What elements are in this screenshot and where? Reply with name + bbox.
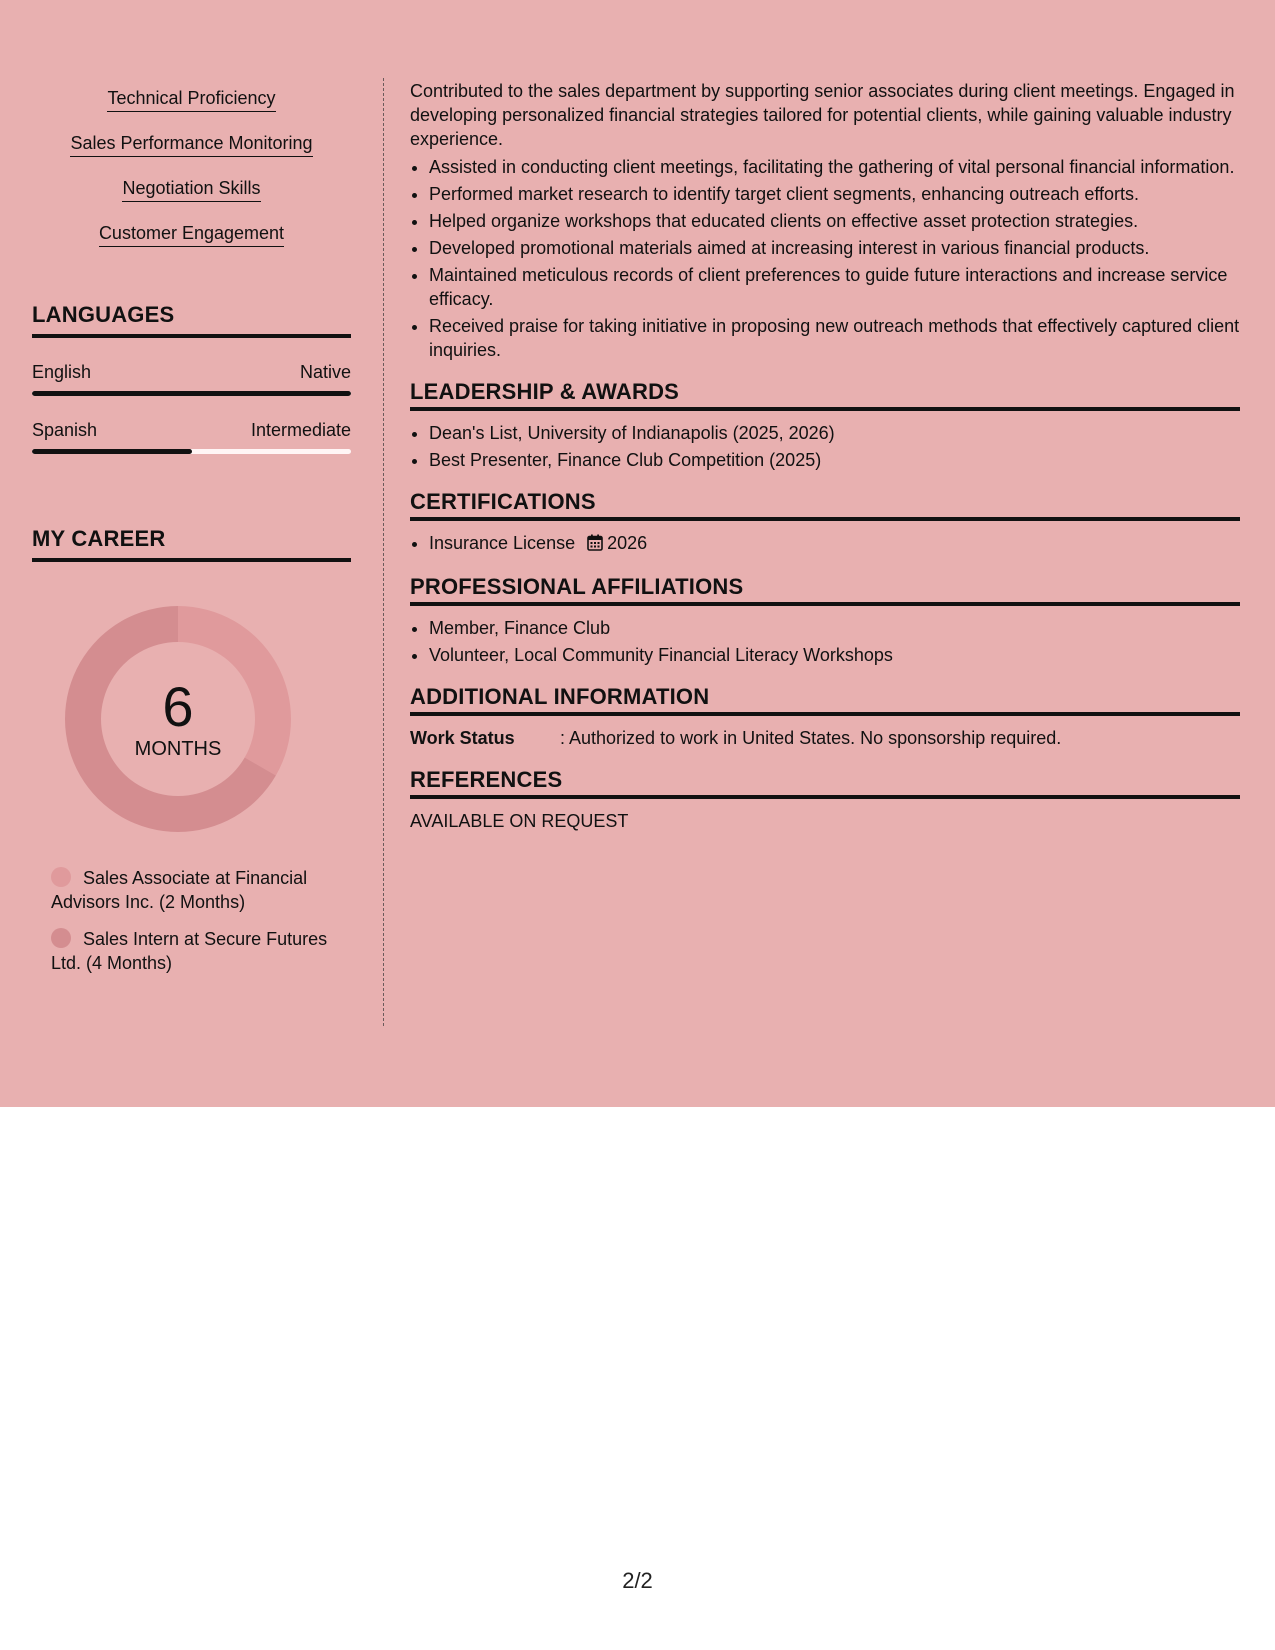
skill-item: Technical Proficiency — [107, 86, 275, 112]
language-level: Intermediate — [250, 420, 351, 440]
language-level-bar — [32, 391, 351, 396]
career-heading: MY CAREER — [32, 526, 351, 562]
legend-item — [51, 866, 341, 914]
references-heading: REFERENCES — [410, 768, 1240, 799]
legend-item — [51, 927, 341, 975]
list-item: • Member, Finance Club — [429, 616, 1240, 640]
right-column — [410, 79, 1240, 833]
skill-item: Negotiation Skills — [122, 176, 260, 202]
skill-item: Sales Performance Monitoring — [70, 131, 312, 157]
list-item: • Received praise for taking initiative in proposing new outreach methods that effectively captured client inquiries. — [429, 314, 1240, 362]
left-column — [32, 78, 351, 988]
list-item: • Dean's List, University of Indianapolis (2025, 2026) — [429, 421, 1240, 445]
calendar-icon — [587, 533, 603, 557]
language-item — [32, 362, 351, 396]
affiliations-list — [410, 616, 1240, 667]
legend-dot — [51, 928, 71, 948]
certifications-heading: CERTIFICATIONS — [410, 490, 1240, 521]
language-name: English — [32, 362, 92, 382]
language-level-fill — [32, 391, 351, 396]
experience-bullets — [410, 155, 1240, 362]
list-item: • Performed market research to identify target client segments, enhancing outreach efforts. — [429, 182, 1240, 206]
list-item: • Helped organize workshops that educated clients on effective asset protection strategies. — [429, 209, 1240, 233]
work-status-row — [410, 726, 1240, 750]
additional-info-heading: ADDITIONAL INFORMATION — [410, 685, 1240, 716]
list-item: • Assisted in conducting client meetings, facilitating the gathering of vital personal financial information. — [429, 155, 1240, 179]
list-item — [429, 531, 1240, 557]
legend-dot — [51, 867, 71, 887]
language-name: Spanish — [32, 420, 98, 440]
legend-label: Sales Associate at Financial Advisors Inc. (2 Months) — [51, 868, 308, 912]
list-item: • Volunteer, Local Community Financial Literacy Workshops — [429, 643, 1240, 667]
language-level: Native — [299, 362, 351, 382]
leadership-heading: LEADERSHIP & AWARDS — [410, 380, 1240, 411]
skills-list — [32, 78, 351, 258]
leadership-list — [410, 421, 1240, 472]
career-legend — [51, 866, 341, 975]
certification-year: 2026 — [607, 533, 648, 553]
list-item: • Developed promotional materials aimed at increasing interest in various financial products. — [429, 236, 1240, 260]
affiliations-heading: PROFESSIONAL AFFILIATIONS — [410, 575, 1240, 606]
language-item — [32, 420, 351, 454]
experience-intro: Contributed to the sales department by supporting senior associates during client meetings. Engaged in developing personalized financial strategies tailored for potential clients, while gaining valuable industry experience. — [410, 81, 1235, 149]
legend-label: Sales Intern at Secure Futures Ltd. (4 Months) — [51, 929, 328, 973]
certifications-list — [410, 531, 1240, 557]
skill-item: Customer Engagement — [99, 221, 284, 247]
career-donut-chart — [65, 606, 291, 832]
references-text: AVAILABLE ON REQUEST — [410, 811, 629, 831]
career-total-value: 6 — [162, 674, 194, 738]
page-number: 2/2 — [622, 1568, 653, 1593]
certification-name: Insurance License — [429, 533, 576, 553]
column-divider — [383, 78, 384, 1026]
career-total-unit: MONTHS — [134, 737, 222, 760]
list-item: • Best Presenter, Finance Club Competition (2025) — [429, 448, 1240, 472]
work-status-label: Work Status — [410, 728, 515, 748]
languages-heading: LANGUAGES — [32, 302, 351, 338]
work-status-value: : Authorized to work in United States. No sponsorship required. — [560, 728, 1062, 748]
list-item: • Maintained meticulous records of client preferences to guide future interactions and increase service efficacy. — [429, 263, 1240, 311]
